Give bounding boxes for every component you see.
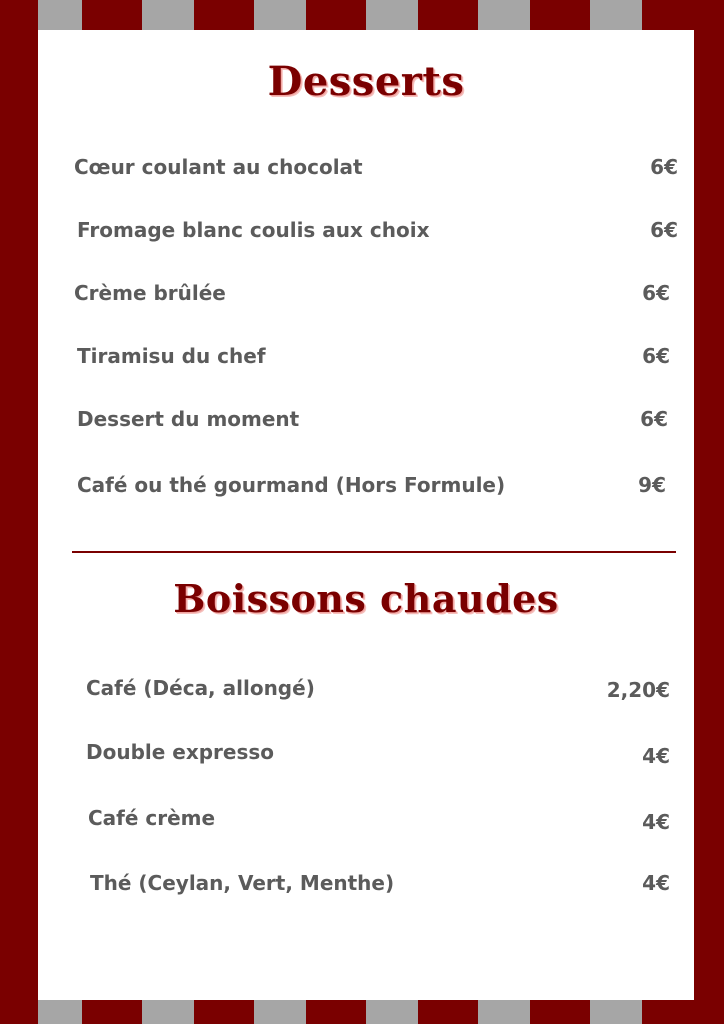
dessert-item-price: 6€	[642, 344, 670, 368]
menu-card	[38, 30, 694, 1000]
drink-item-name: Café crème	[88, 806, 216, 830]
dessert-item-name: Cœur coulant au chocolat	[74, 155, 363, 179]
boissons-title: Boissons chaudes	[173, 576, 559, 621]
dessert-item-name: Dessert du moment	[77, 407, 300, 431]
dessert-item-price: 9€	[638, 473, 666, 497]
dessert-item-name: Crème brûlée	[74, 281, 226, 305]
dessert-item-price: 6€	[650, 218, 678, 242]
drink-item-price: 4€	[642, 744, 670, 768]
desserts-title: Desserts	[267, 58, 465, 105]
drink-item-name: Double expresso	[86, 740, 275, 764]
right-border-stripe	[694, 0, 724, 1024]
drink-item-price: 2,20€	[606, 678, 670, 702]
drink-item-price: 4€	[642, 871, 670, 895]
section-divider	[72, 551, 676, 553]
drink-item-name: Thé (Ceylan, Vert, Menthe)	[90, 871, 395, 895]
drink-item-price: 4€	[642, 810, 670, 834]
dessert-item-price: 6€	[640, 407, 668, 431]
dessert-item-name: Tiramisu du chef	[77, 344, 266, 368]
left-border-stripe	[30, 0, 38, 1024]
dessert-item-price: 6€	[642, 281, 670, 305]
dessert-item-name: Fromage blanc coulis aux choix	[77, 218, 430, 242]
dessert-item-price: 6€	[650, 155, 678, 179]
dessert-item-name: Café ou thé gourmand (Hors Formule)	[77, 473, 506, 497]
drink-item-name: Café (Déca, allongé)	[86, 676, 315, 700]
